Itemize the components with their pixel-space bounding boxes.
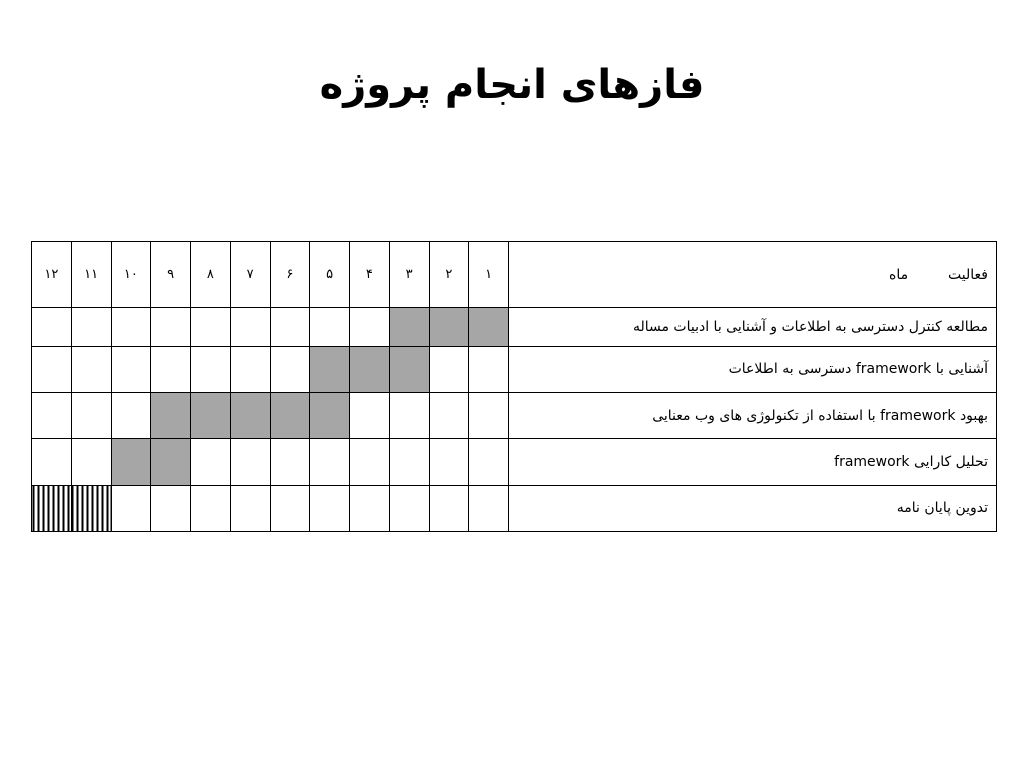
activity-cell xyxy=(509,346,997,392)
gantt-empty-cell xyxy=(350,485,390,531)
activity-cell xyxy=(509,485,997,531)
activity-row xyxy=(32,439,997,485)
activity-cell xyxy=(509,393,997,439)
activity-label: بهبود framework با استفاده از تکنولوژی های وب معنایی xyxy=(652,407,988,424)
gantt-hatched-cell xyxy=(32,485,72,531)
activity-row xyxy=(32,308,997,346)
gantt-bar-cell xyxy=(270,393,310,439)
gantt-empty-cell xyxy=(469,485,509,531)
gantt-empty-cell xyxy=(350,393,390,439)
gantt-empty-cell xyxy=(191,308,231,346)
gantt-empty-cell xyxy=(71,308,111,346)
gantt-bar-cell xyxy=(230,393,270,439)
gantt-empty-cell xyxy=(429,485,469,531)
gantt-bar-cell xyxy=(151,439,191,485)
gantt-empty-cell xyxy=(151,346,191,392)
gantt-empty-cell xyxy=(310,439,350,485)
month-column-header: ماه xyxy=(889,266,909,283)
month-header-12: ۱۲ xyxy=(32,242,72,308)
gantt-bar-cell xyxy=(389,308,429,346)
gantt-empty-cell xyxy=(32,393,72,439)
gantt-bar-cell xyxy=(111,439,151,485)
gantt-empty-cell xyxy=(32,308,72,346)
gantt-empty-cell xyxy=(429,439,469,485)
gantt-bar-cell xyxy=(389,346,429,392)
gantt-empty-cell xyxy=(191,439,231,485)
gantt-empty-cell xyxy=(389,439,429,485)
gantt-empty-cell xyxy=(310,308,350,346)
gantt-empty-cell xyxy=(71,393,111,439)
gantt-hatched-cell xyxy=(71,485,111,531)
gantt-empty-cell xyxy=(230,308,270,346)
gantt-chart xyxy=(31,241,997,532)
gantt-empty-cell xyxy=(230,346,270,392)
gantt-empty-cell xyxy=(350,308,390,346)
month-header-3: ۳ xyxy=(389,242,429,308)
gantt-empty-cell xyxy=(191,346,231,392)
gantt-empty-cell xyxy=(32,346,72,392)
month-header-6: ۶ xyxy=(270,242,310,308)
activity-label: تدوین پایان نامه xyxy=(896,500,988,517)
month-header-10: ۱۰ xyxy=(111,242,151,308)
gantt-empty-cell xyxy=(111,485,151,531)
gantt-bar-cell xyxy=(429,308,469,346)
gantt-empty-cell xyxy=(469,346,509,392)
gantt-empty-cell xyxy=(469,393,509,439)
month-header-4: ۴ xyxy=(350,242,390,308)
month-header-9: ۹ xyxy=(151,242,191,308)
month-header-8: ۸ xyxy=(191,242,231,308)
gantt-empty-cell xyxy=(429,346,469,392)
gantt-empty-cell xyxy=(71,439,111,485)
activity-label: تحلیل کارایی framework xyxy=(834,453,988,470)
activity-column-header: فعالیت xyxy=(948,266,988,283)
gantt-empty-cell xyxy=(191,485,231,531)
month-header-1: ۱ xyxy=(469,242,509,308)
gantt-empty-cell xyxy=(389,485,429,531)
gantt-empty-cell xyxy=(230,485,270,531)
header-row xyxy=(32,242,997,308)
activity-cell xyxy=(509,439,997,485)
gantt-bar-cell xyxy=(469,308,509,346)
gantt-empty-cell xyxy=(230,439,270,485)
gantt-bar-cell xyxy=(151,393,191,439)
gantt-empty-cell xyxy=(151,308,191,346)
gantt-empty-cell xyxy=(270,439,310,485)
activity-label: آشنایی با framework دسترسی به اطلاعات xyxy=(728,361,988,378)
month-header-7: ۷ xyxy=(230,242,270,308)
month-header-5: ۵ xyxy=(310,242,350,308)
gantt-bar-cell xyxy=(350,346,390,392)
gantt-empty-cell xyxy=(111,308,151,346)
gantt-empty-cell xyxy=(389,393,429,439)
gantt-bar-cell xyxy=(310,393,350,439)
gantt-empty-cell xyxy=(350,439,390,485)
activity-label: مطالعه کنترل دسترسی به اطلاعات و آشنایی با ادبیات مساله xyxy=(632,319,988,336)
page-title: فازهای انجام پروژه xyxy=(319,62,705,108)
gantt-empty-cell xyxy=(71,346,111,392)
gantt-empty-cell xyxy=(429,393,469,439)
activity-row xyxy=(32,346,997,392)
gantt-empty-cell xyxy=(469,439,509,485)
gantt-bar-cell xyxy=(310,346,350,392)
month-header-2: ۲ xyxy=(429,242,469,308)
month-header-11: ۱۱ xyxy=(71,242,111,308)
gantt-table xyxy=(31,241,997,532)
gantt-empty-cell xyxy=(32,439,72,485)
gantt-empty-cell xyxy=(111,346,151,392)
header-activity-cell xyxy=(509,242,997,308)
gantt-empty-cell xyxy=(270,308,310,346)
gantt-empty-cell xyxy=(111,393,151,439)
gantt-empty-cell xyxy=(270,485,310,531)
gantt-bar-cell xyxy=(191,393,231,439)
gantt-empty-cell xyxy=(270,346,310,392)
gantt-empty-cell xyxy=(310,485,350,531)
gantt-empty-cell xyxy=(151,485,191,531)
activity-cell xyxy=(509,308,997,346)
activity-row xyxy=(32,393,997,439)
activity-row xyxy=(32,485,997,531)
